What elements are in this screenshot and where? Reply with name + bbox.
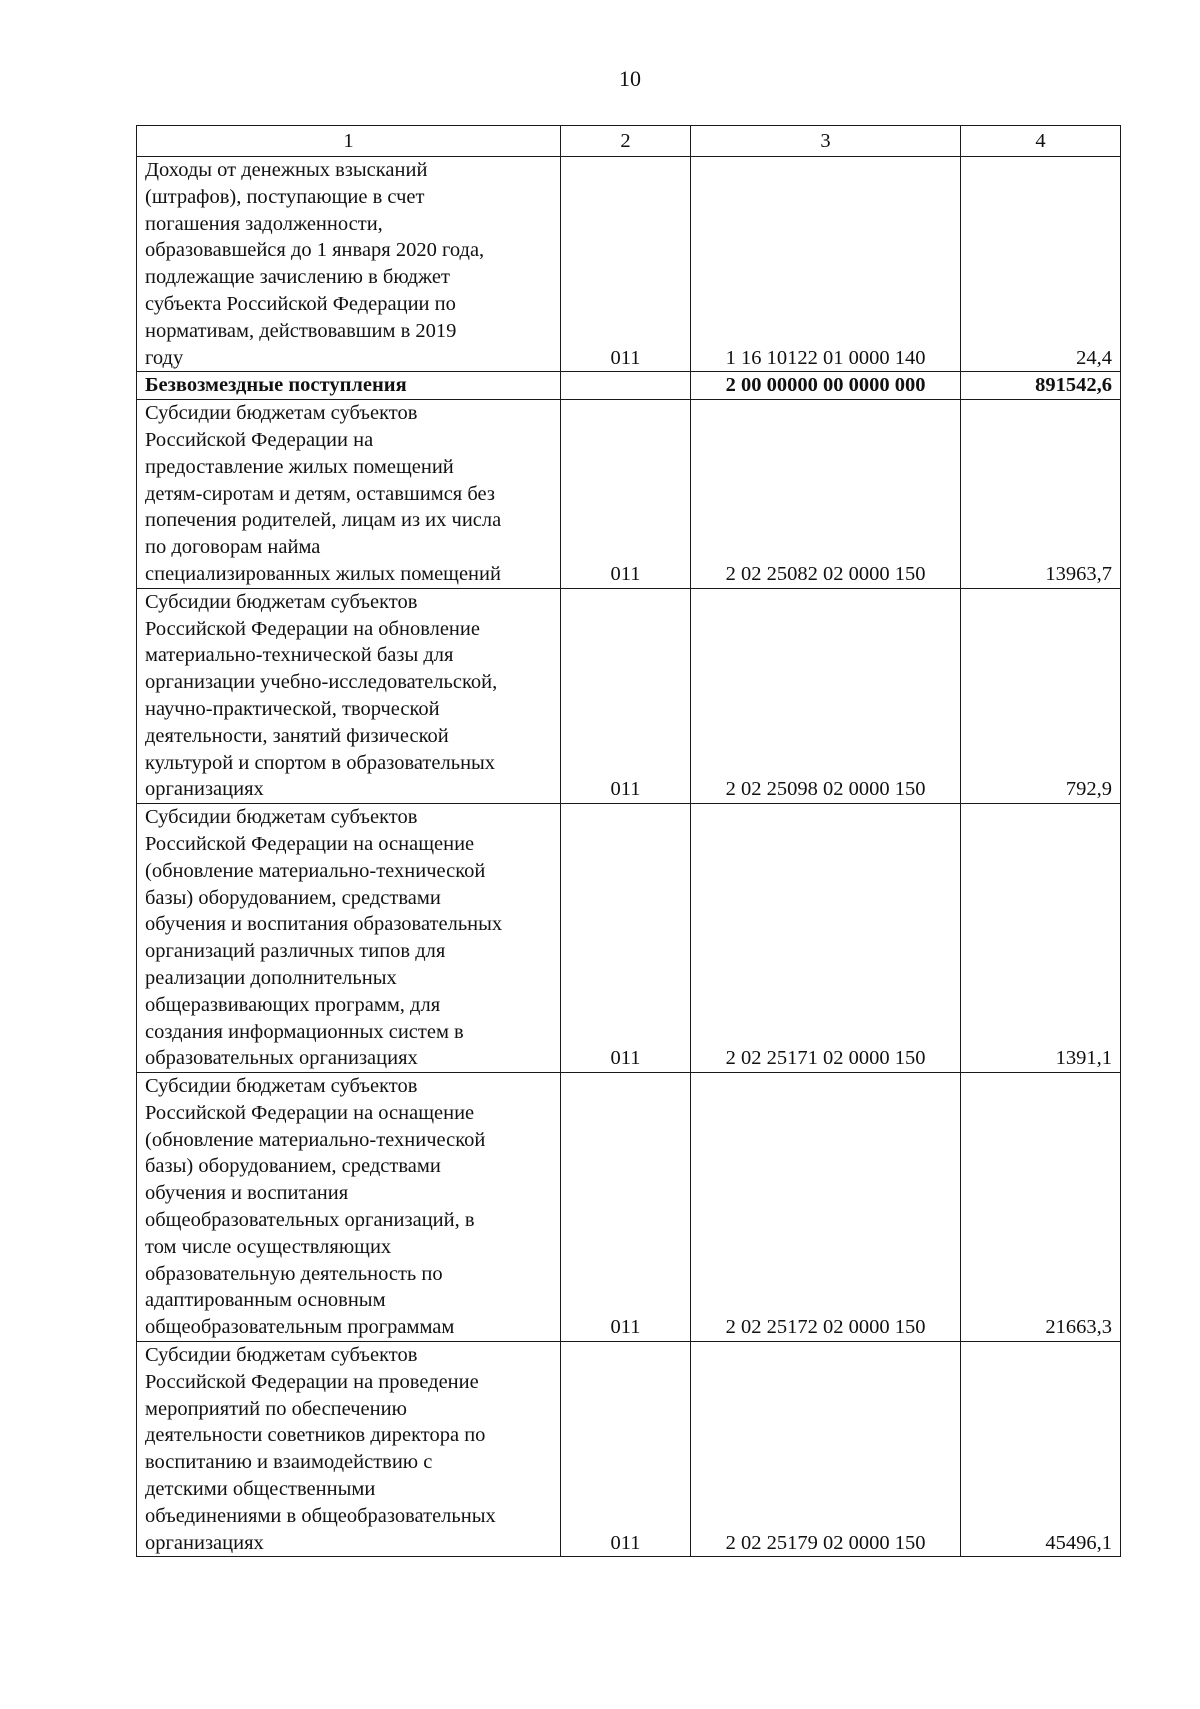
row-admin-code: 011 <box>561 1342 691 1557</box>
row-amount: 1391,1 <box>961 804 1121 1073</box>
row-admin-code: 011 <box>561 157 691 372</box>
row-kbk-code: 2 02 25172 02 0000 150 <box>691 1073 961 1342</box>
row-amount: 24,4 <box>961 157 1121 372</box>
row-kbk-code: 2 02 25179 02 0000 150 <box>691 1342 961 1557</box>
row-amount: 13963,7 <box>961 400 1121 589</box>
column-header-1: 1 <box>137 126 561 157</box>
row-description: Безвозмездные поступления <box>137 372 561 400</box>
table-row <box>137 1342 1121 1557</box>
table-row <box>137 588 1121 803</box>
row-admin-code: 011 <box>561 1073 691 1342</box>
row-admin-code: 011 <box>561 400 691 589</box>
column-header-4: 4 <box>961 126 1121 157</box>
table-header-row <box>137 126 1121 157</box>
table-row <box>137 1073 1121 1342</box>
row-amount: 21663,3 <box>961 1073 1121 1342</box>
row-kbk-code: 1 16 10122 01 0000 140 <box>691 157 961 372</box>
table-row-total <box>137 372 1121 400</box>
table-row <box>137 157 1121 372</box>
row-kbk-code: 2 02 25098 02 0000 150 <box>691 588 961 803</box>
row-amount: 792,9 <box>961 588 1121 803</box>
row-admin-code: 011 <box>561 588 691 803</box>
table-row <box>137 804 1121 1073</box>
row-admin-code <box>561 372 691 400</box>
row-amount: 891542,6 <box>961 372 1121 400</box>
row-description: Доходы от денежных взысканий (штрафов), поступающие в счет погашения задолженности, образовавшейся до 1 января 2020 года, подлежащие зачислению в бюджет субъекта Российской Федерации по нормативам, действовавшим в 2019 году <box>137 157 561 372</box>
row-description: Субсидии бюджетам субъектов Российской Федерации на предоставление жилых помещений детям-сиротам и детям, оставшимся без попечения родителей, лицам из их числа по договорам найма специализированных жилых помещений <box>137 400 561 589</box>
row-description: Субсидии бюджетам субъектов Российской Федерации на оснащение (обновление материально-технической базы) оборудованием, средствами обучения и воспитания образовательных организаций различных типов для реализации дополнительных общеразвивающих программ, для создания информационных систем в образовательных организациях <box>137 804 561 1073</box>
row-amount: 45496,1 <box>961 1342 1121 1557</box>
page-number: 10 <box>619 66 641 91</box>
column-header-3: 3 <box>691 126 961 157</box>
row-kbk-code: 2 02 25082 02 0000 150 <box>691 400 961 589</box>
row-admin-code: 011 <box>561 804 691 1073</box>
row-description: Субсидии бюджетам субъектов Российской Федерации на проведение мероприятий по обеспечению деятельности советников директора по воспитанию и взаимодействию с детскими общественными объединениями в общеобразовательных организациях <box>137 1342 561 1557</box>
column-header-2: 2 <box>561 126 691 157</box>
budget-revenue-table <box>136 125 1121 1557</box>
row-kbk-code: 2 02 25171 02 0000 150 <box>691 804 961 1073</box>
row-description: Субсидии бюджетам субъектов Российской Федерации на оснащение (обновление материально-технической базы) оборудованием, средствами обучения и воспитания общеобразовательных организаций, в том числе осуществляющих образовательную деятельность по адаптированным основным общеобразовательным программам <box>137 1073 561 1342</box>
row-description: Субсидии бюджетам субъектов Российской Федерации на обновление материально-технической базы для организации учебно-исследовательской, научно-практической, творческой деятельности, занятий физической культурой и спортом в образовательных организациях <box>137 588 561 803</box>
row-kbk-code: 2 00 00000 00 0000 000 <box>691 372 961 400</box>
table-row <box>137 400 1121 589</box>
